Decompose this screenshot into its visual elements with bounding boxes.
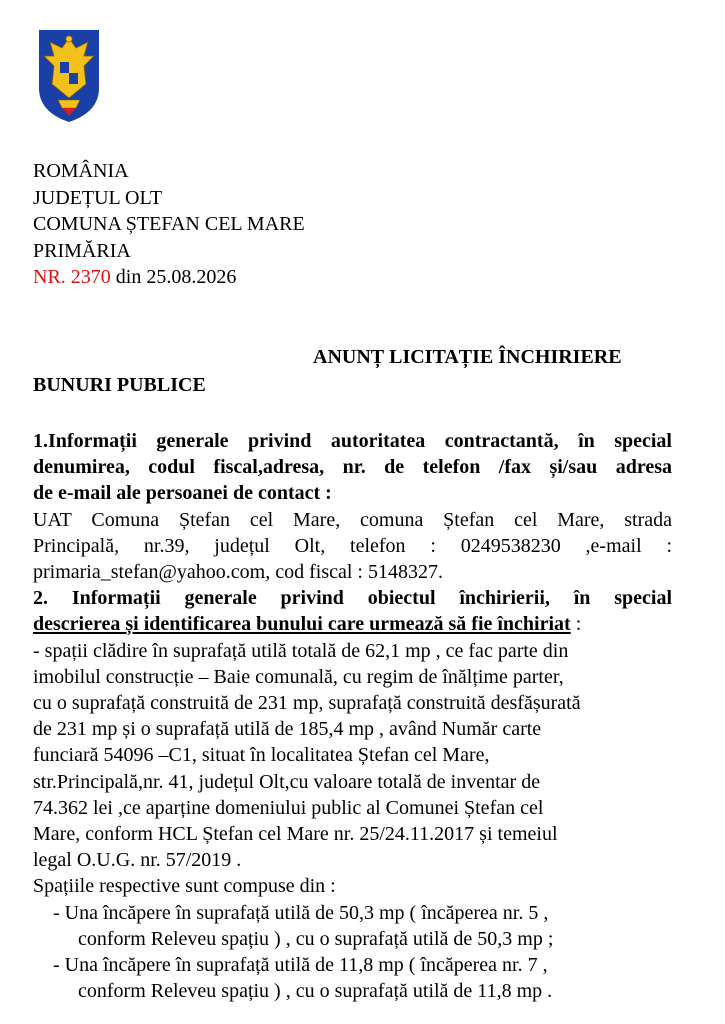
section2-heading-underlined: descrierea și identificarea bunului care urmează să fie închiriat [33, 613, 571, 636]
section2-line: 74.362 lei ,ce aparține domeniului public al Comunei Ștefan cel [33, 796, 544, 819]
section1-heading-line1: 1.Informații generale privind autoritatea contractantă, în special [33, 430, 672, 452]
section2-heading-line1: 2. Informații generale privind obiectul închirierii, în special [33, 587, 672, 610]
registration-line [33, 264, 305, 291]
document-title-line2: BUNURI PUBLICE [33, 374, 206, 396]
registration-date: din 25.08.2026 [110, 266, 237, 288]
section2-line: funciară 54096 –C1, situat în localitatea Ștefan cel Mare, [33, 744, 490, 767]
section2-line: legal O.U.G. nr. 57/2019 . [33, 849, 242, 872]
section1-heading-line3: de e-mail ale persoanei de contact : [33, 482, 332, 505]
section2-heading-line2 [33, 611, 672, 637]
list-item: - Una încăpere în suprafață utilă de 50,3 mp ( încăperea nr. 5 , [53, 901, 549, 924]
section2-line: str.Principală,nr. 41, județul Olt,cu valoare totală de inventar de [33, 770, 541, 793]
section2-line: imobilul construcție – Baie comunală, cu regim de înălțime parter, [33, 665, 564, 688]
section2-line: de 231 mp și o suprafață utilă de 185,4 mp , având Număr carte [33, 718, 542, 741]
section2-line: cu o suprafață construită de 231 mp, suprafață construită desfășurată [33, 692, 581, 715]
section2-heading-colon: : [570, 613, 582, 636]
registration-number: NR. 2370 [33, 266, 111, 288]
list-item: - Una încăpere în suprafață utilă de 11,8 mp ( încăperea nr. 7 , [53, 954, 548, 977]
institution-header [33, 158, 305, 291]
header-office: PRIMĂRIA [33, 239, 131, 262]
list-item-continuation: conform Releveu spațiu ) , cu o suprafață utilă de 50,3 mp ; [78, 927, 554, 950]
header-commune: COMUNA ȘTEFAN CEL MARE [33, 213, 305, 235]
section1-text-line1: UAT Comuna Ștefan cel Mare, comuna Ștefan cel Mare, strada [33, 508, 672, 531]
section1-heading-line2: denumirea, codul fiscal,adresa, nr. de telefon /fax și/sau adresa [33, 456, 672, 479]
romania-coat-of-arms-icon [36, 26, 102, 124]
section2-line: Mare, conform HCL Ștefan cel Mare nr. 25/24.11.2017 și temeiul [33, 823, 558, 846]
section1-text-line3: primaria_stefan@yahoo.com, cod fiscal : 5148327. [33, 561, 443, 584]
list-item-continuation: conform Releveu spațiu ) , cu o suprafață utilă de 11,8 mp . [78, 980, 553, 1003]
header-country: ROMÂNIA [33, 160, 129, 182]
section2-line: - spații clădire în suprafață utilă totală de 62,1 mp , ce fac parte din [33, 639, 569, 662]
section1-text-line2: Principală, nr.39, județul Olt, telefon : 0249538230 ,e-mail : [33, 534, 672, 557]
header-county: JUDEȚUL OLT [33, 186, 163, 209]
document-body [33, 428, 672, 1004]
document-title-line1: ANUNȚ LICITAȚIE ÎNCHIRIERE [313, 346, 622, 368]
composition-intro: Spațiile respective sunt compuse din : [33, 875, 336, 898]
